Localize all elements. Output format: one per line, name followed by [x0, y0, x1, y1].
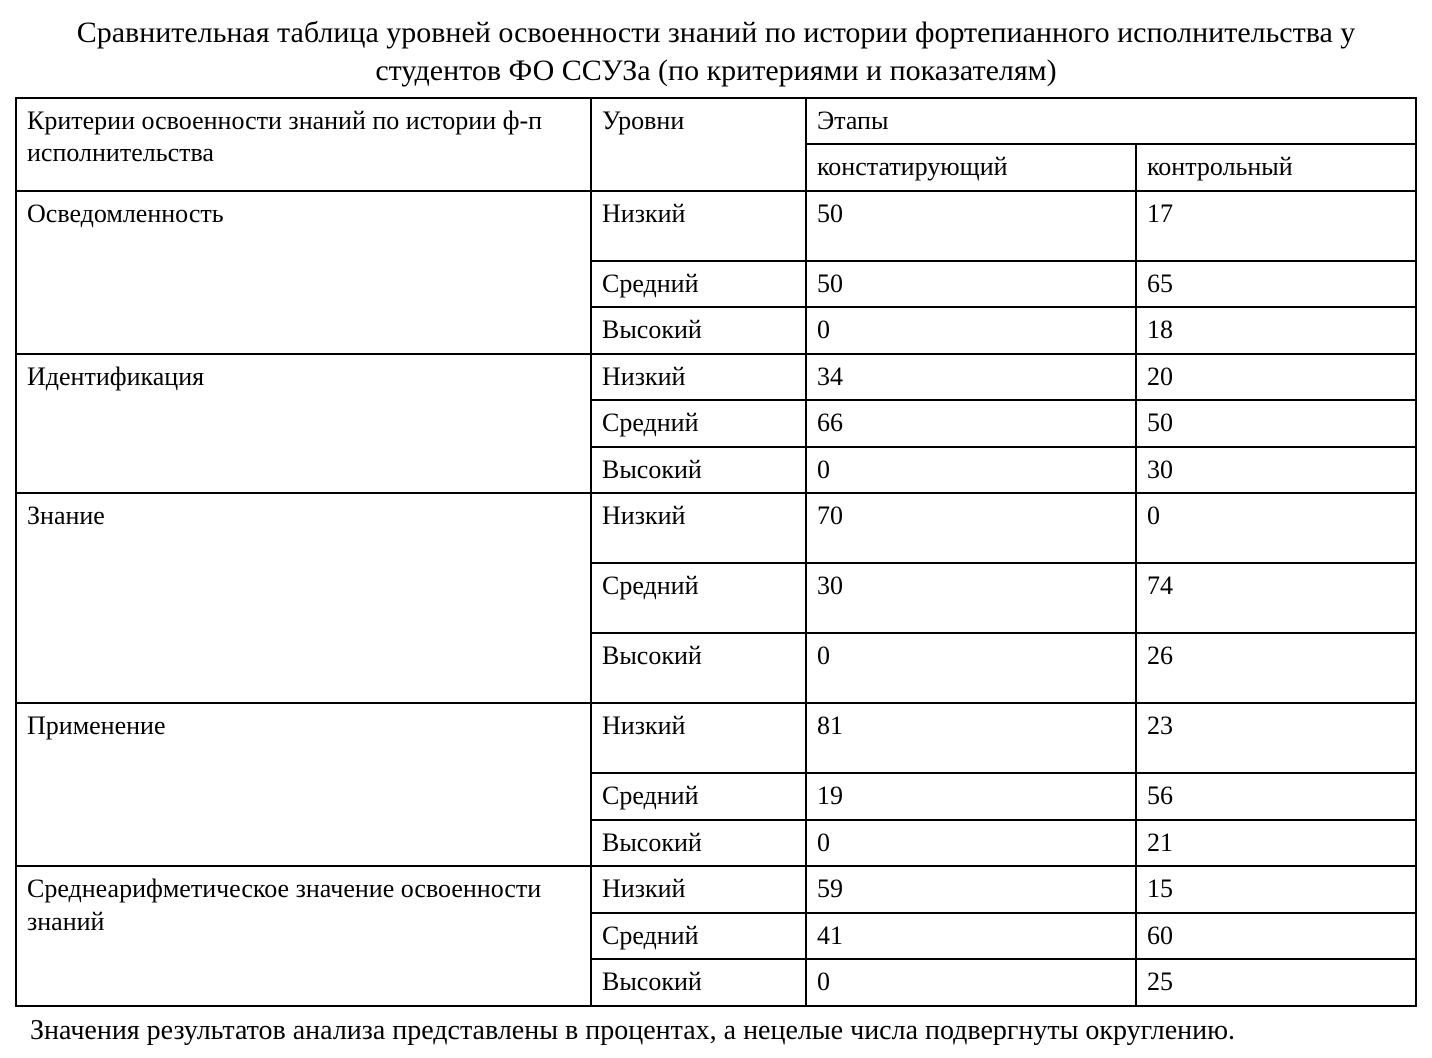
table-row [16, 703, 1416, 773]
stage1-value: 66 [806, 400, 1136, 447]
level-cell: Высокий [591, 820, 806, 867]
criterion-cell: Среднеарифметическое значение освоенности знаний [16, 866, 591, 1006]
level-cell: Средний [591, 563, 806, 633]
table-row [16, 493, 1416, 563]
level-cell: Низкий [591, 866, 806, 913]
stage1-value: 0 [806, 307, 1136, 354]
stage2-value: 60 [1136, 913, 1416, 960]
criterion-cell: Применение [16, 703, 591, 866]
level-cell: Средний [591, 913, 806, 960]
page-title-line-1: Сравнительная таблица уровней освоенности знаний по истории фортепианного [76, 16, 1110, 49]
header-stage-1: констатирующий [806, 144, 1136, 191]
stage1-value: 70 [806, 493, 1136, 563]
page-title [44, 14, 1388, 91]
page-title-line-2: исполнительства у студентов ФО ССУЗа (по критериями и показателям) [375, 16, 1356, 88]
table-row [16, 191, 1416, 261]
table-body [16, 191, 1416, 1006]
stage2-value: 74 [1136, 563, 1416, 633]
stage2-value: 0 [1136, 493, 1416, 563]
stage1-value: 41 [806, 913, 1136, 960]
stage2-value: 65 [1136, 261, 1416, 308]
table-header [16, 98, 1416, 191]
level-cell: Высокий [591, 633, 806, 703]
criterion-cell: Знание [16, 493, 591, 703]
header-stages: Этапы [806, 98, 1416, 145]
stage1-value: 59 [806, 866, 1136, 913]
stage2-value: 23 [1136, 703, 1416, 773]
stage1-value: 81 [806, 703, 1136, 773]
stage2-value: 30 [1136, 447, 1416, 494]
table-row [16, 354, 1416, 401]
header-criteria: Критерии освоенности знаний по истории ф-п исполнительства [16, 98, 591, 191]
level-cell: Низкий [591, 354, 806, 401]
criterion-cell: Идентификация [16, 354, 591, 494]
level-cell: Низкий [591, 493, 806, 563]
stage1-value: 50 [806, 261, 1136, 308]
stage2-value: 50 [1136, 400, 1416, 447]
stage2-value: 21 [1136, 820, 1416, 867]
stage1-value: 0 [806, 633, 1136, 703]
stage1-value: 50 [806, 191, 1136, 261]
table-row [16, 866, 1416, 913]
level-cell: Низкий [591, 191, 806, 261]
level-cell: Высокий [591, 447, 806, 494]
stage2-value: 56 [1136, 773, 1416, 820]
stage2-value: 20 [1136, 354, 1416, 401]
criterion-cell: Осведомленность [16, 191, 591, 354]
header-levels: Уровни [591, 98, 806, 191]
level-cell: Средний [591, 400, 806, 447]
stage2-value: 17 [1136, 191, 1416, 261]
header-row-top [16, 98, 1416, 145]
level-cell: Высокий [591, 959, 806, 1006]
stage2-value: 25 [1136, 959, 1416, 1006]
level-cell: Низкий [591, 703, 806, 773]
stage2-value: 15 [1136, 866, 1416, 913]
stage1-value: 0 [806, 959, 1136, 1006]
stage2-value: 18 [1136, 307, 1416, 354]
stage1-value: 0 [806, 820, 1136, 867]
stage1-value: 19 [806, 773, 1136, 820]
level-cell: Высокий [591, 307, 806, 354]
level-cell: Средний [591, 261, 806, 308]
level-cell: Средний [591, 773, 806, 820]
stage1-value: 30 [806, 563, 1136, 633]
table-footnote: Значения результатов анализа представлены в процентах, а нецелые числа подвергнуты округлению. [30, 1014, 1236, 1046]
comparison-table [15, 97, 1417, 1007]
stage2-value: 26 [1136, 633, 1416, 703]
header-stage-2: контрольный [1136, 144, 1416, 191]
stage1-value: 0 [806, 447, 1136, 494]
stage1-value: 34 [806, 354, 1136, 401]
